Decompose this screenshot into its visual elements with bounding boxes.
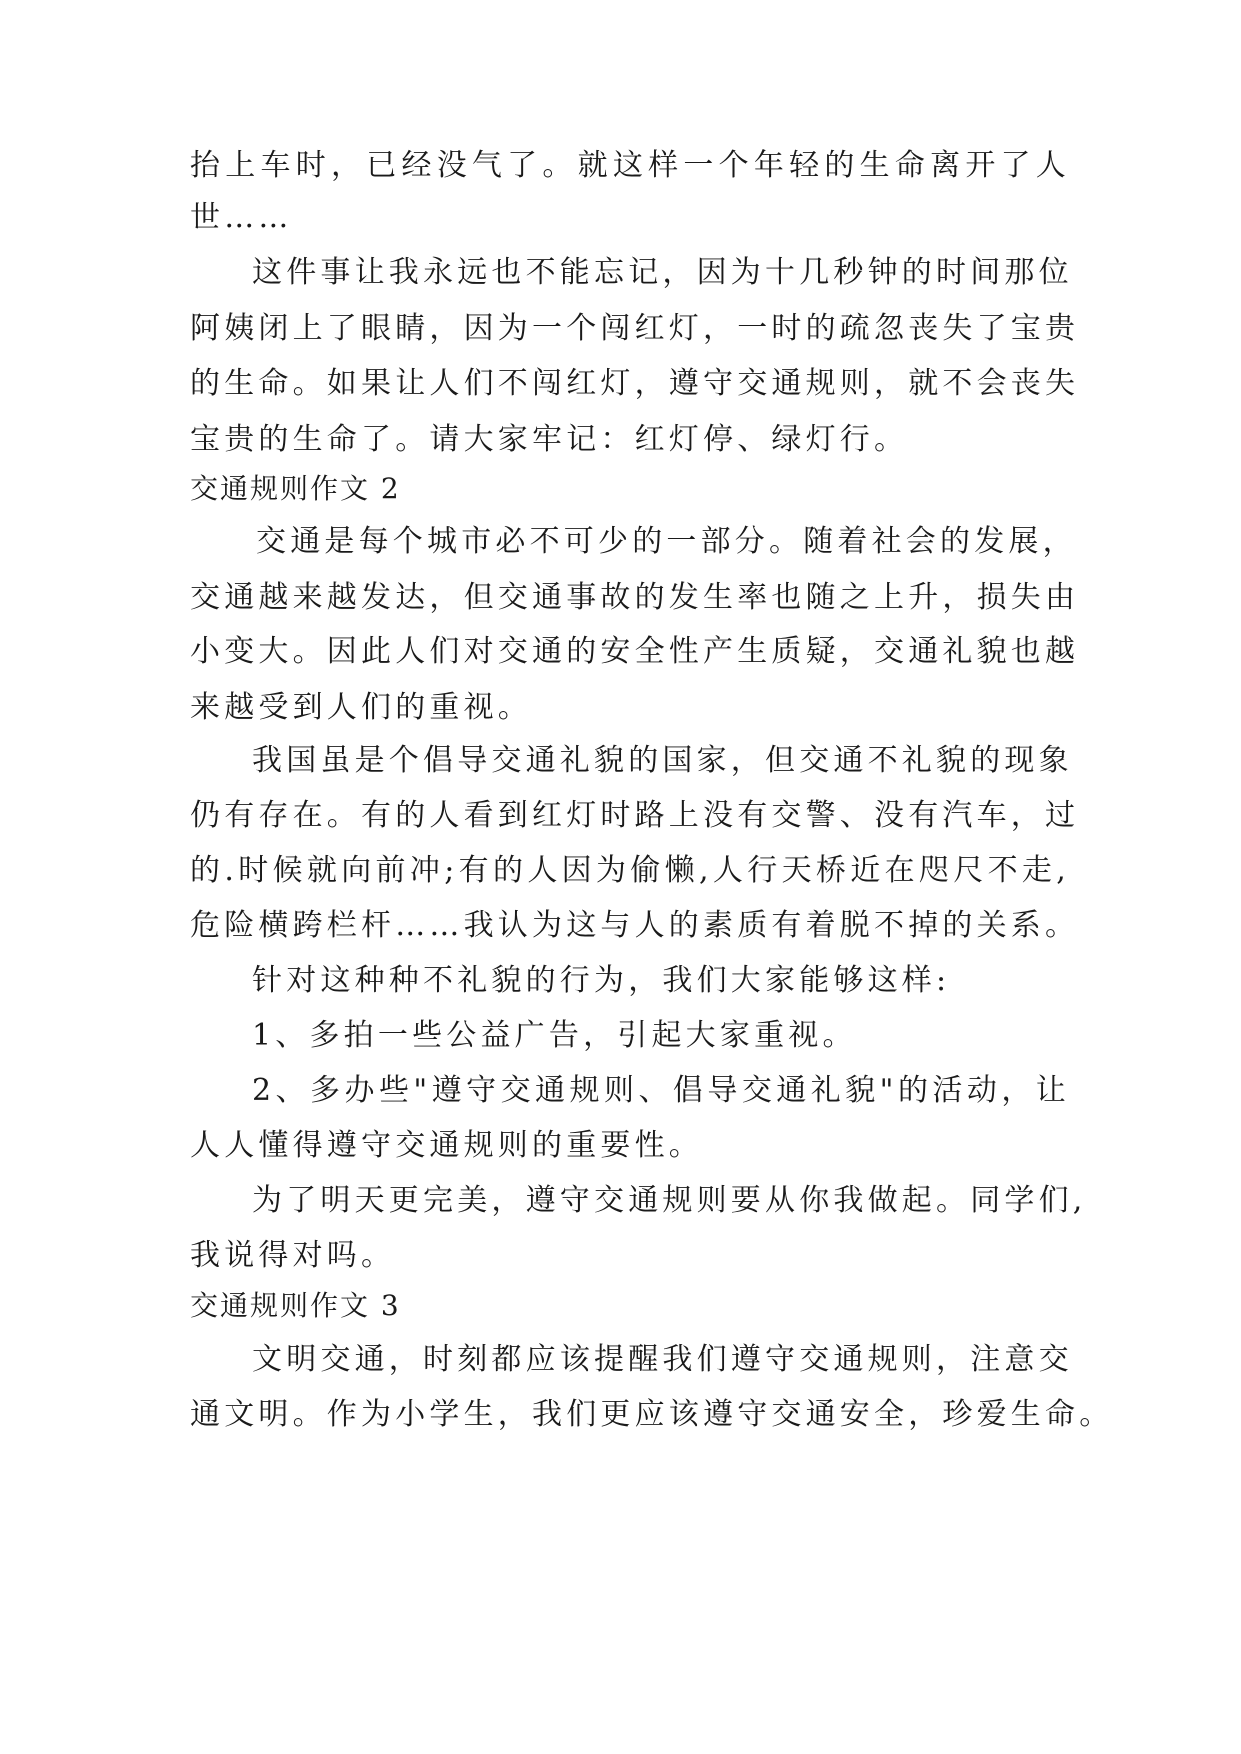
paragraph-line: 人人懂得遵守交通规则的重要性。 bbox=[190, 1128, 703, 1163]
section-heading: 交通规则作文 2 bbox=[190, 472, 401, 505]
paragraph-line: 的生命。如果让人们不闯红灯，遵守交通规则，就不会丧失 bbox=[190, 366, 1080, 401]
paragraph-line: 的.时候就向前冲;有的人因为偷懒,人行天桥近在咫尺不走, bbox=[190, 853, 1070, 888]
paragraph-line: 我说得对吗。 bbox=[190, 1238, 396, 1273]
paragraph-line: 宝贵的生命了。请大家牢记：红灯停、绿灯行。 bbox=[190, 422, 909, 457]
paragraph-line: 来越受到人们的重视。 bbox=[190, 690, 532, 725]
paragraph-line: 仍有存在。有的人看到红灯时路上没有交警、没有汽车，过 bbox=[190, 798, 1080, 833]
paragraph-line: 针对这种种不礼貌的行为，我们大家能够这样: bbox=[252, 963, 951, 998]
paragraph-line: 小变大。因此人们对交通的安全性产生质疑，交通礼貌也越 bbox=[190, 634, 1080, 669]
paragraph-line: 我国虽是个倡导交通礼貌的国家，但交通不礼貌的现象 bbox=[252, 743, 1073, 778]
paragraph-line: 通文明。作为小学生，我们更应该遵守交通安全，珍爱生命。 bbox=[190, 1397, 1114, 1432]
paragraph-line: 阿姨闭上了眼睛，因为一个闯红灯，一时的疏忽丧失了宝贵 bbox=[190, 311, 1080, 346]
paragraph-line: 为了明天更完美，遵守交通规则要从你我做起。同学们, bbox=[252, 1183, 1087, 1218]
paragraph-line: 交通是每个城市必不可少的一部分。随着社会的发展， bbox=[256, 524, 1077, 559]
paragraph-line: 交通越来越发达，但交通事故的发生率也随之上升，损失由 bbox=[190, 580, 1080, 615]
paragraph-line: 抬上车时，已经没气了。就这样一个年轻的生命离开了人 bbox=[190, 148, 1070, 183]
paragraph-line: 世…… bbox=[190, 200, 293, 235]
section-heading: 交通规则作文 3 bbox=[190, 1289, 401, 1322]
paragraph-line: 这件事让我永远也不能忘记，因为十几秒钟的时间那位 bbox=[252, 255, 1073, 290]
paragraph-line: 文明交通，时刻都应该提醒我们遵守交通规则，注意交 bbox=[252, 1342, 1073, 1377]
paragraph-line: 危险横跨栏杆……我认为这与人的素质有着脱不掉的关系。 bbox=[190, 908, 1080, 943]
paragraph-line: 2、多办些"遵守交通规则、倡导交通礼貌"的活动，让 bbox=[252, 1073, 1070, 1108]
paragraph-line: 1、多拍一些公益广告，引起大家重视。 bbox=[252, 1018, 857, 1053]
